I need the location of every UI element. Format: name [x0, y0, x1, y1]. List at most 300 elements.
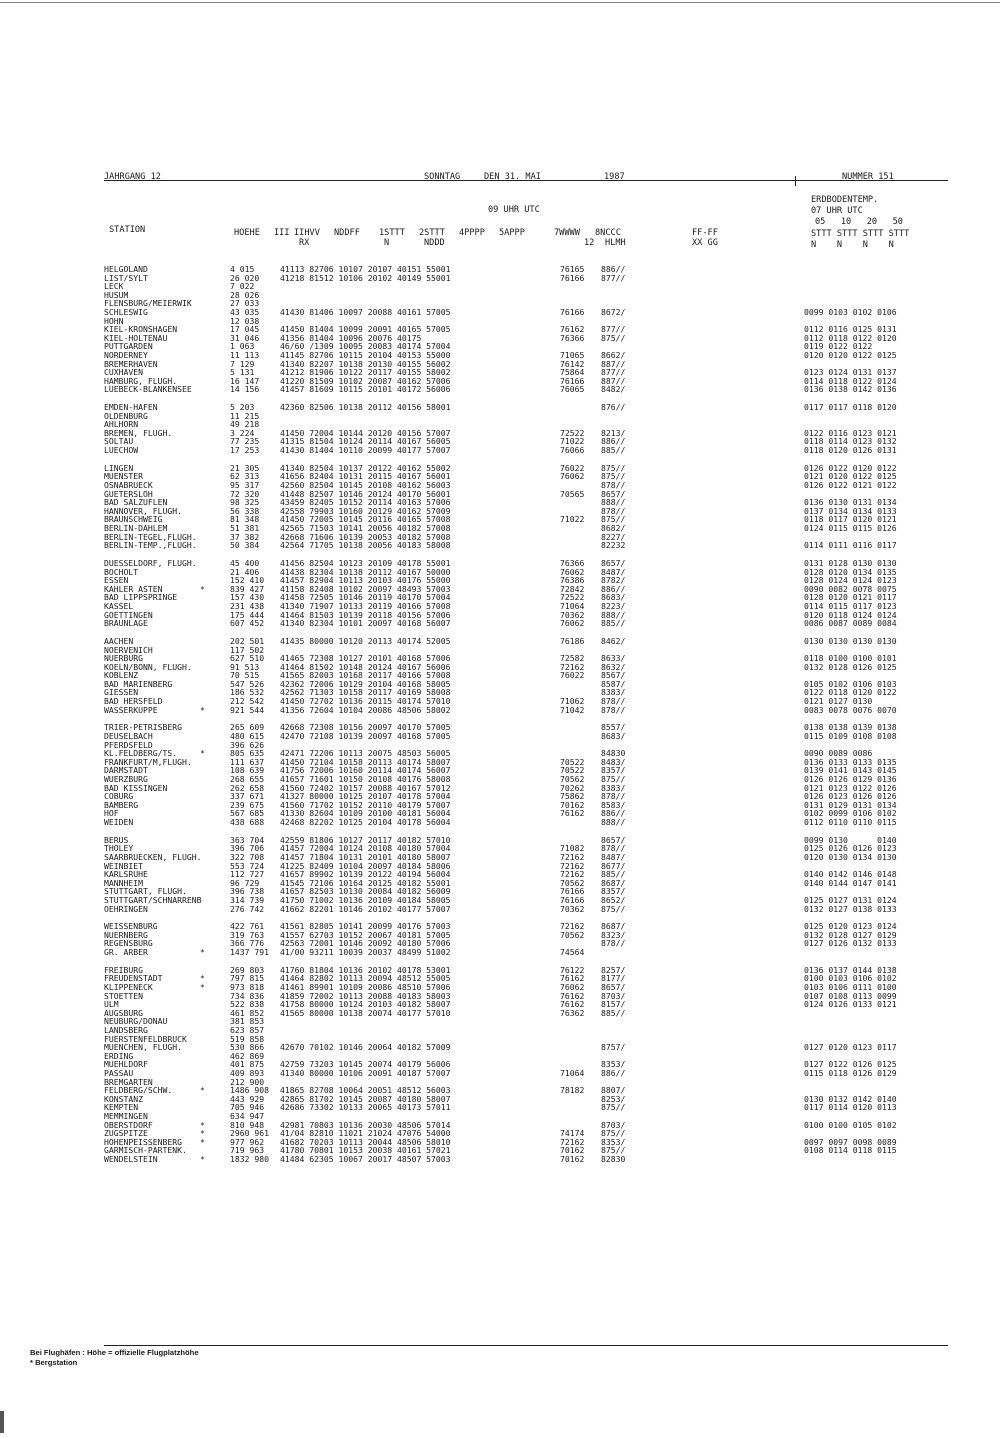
station-name: LANDSBERG: [104, 1025, 148, 1035]
hoehe-kennung: 547 526: [230, 678, 265, 689]
wetter-gruppe: 71082: [560, 843, 585, 854]
wetter-gruppe: 76165: [560, 264, 585, 274]
wetter-gruppe: 70162: [560, 1145, 585, 1156]
jahr: 1987: [604, 172, 625, 182]
table-bottom-rule: [104, 1345, 948, 1346]
hoehe-kennung: 98 325: [230, 497, 260, 508]
station-name: BERUS: [104, 834, 129, 845]
wolken-gruppe: 8383/: [601, 687, 626, 698]
synop-groups: 41464 82802 10113 20094 48512 55005: [280, 973, 451, 984]
synop-groups: 41315 81504 10124 20114 40167 56005: [280, 436, 451, 447]
wetter-gruppe: 76022: [560, 670, 585, 681]
erdboden-werte: 0122 0116 0123 0121: [804, 427, 897, 438]
station-name: BERLIN-TEMP.,FLUGH.: [104, 540, 197, 551]
erdboden-werte: 0132 0128 0126 0125: [804, 661, 897, 672]
station-name: OEHRINGEN: [104, 903, 148, 914]
hoehe-kennung: 26 020: [230, 272, 260, 283]
station-name: KAHLER ASTEN: [104, 583, 163, 594]
bergstation-mark: *: [200, 704, 205, 715]
synop-groups: 41662 82201 10146 20102 40177 57007: [280, 903, 451, 914]
hoehe-kennung: 5 131: [230, 367, 255, 378]
col-stt: STTT STTT STTT STTT: [811, 229, 910, 239]
wetter-gruppe: 71062: [560, 696, 585, 707]
hoehe-kennung: 95 317: [230, 480, 260, 491]
erdboden-werte: 0108 0114 0118 0115: [804, 1145, 897, 1156]
erdboden-werte: 0102 0099 0106 0102: [804, 808, 897, 819]
wolken-gruppe: 887//: [601, 375, 626, 386]
hoehe-kennung: 28 026: [230, 289, 260, 300]
wetter-gruppe: 72582: [560, 653, 585, 664]
station-name: LIST/SYLT: [104, 272, 148, 283]
synop-groups: 41760 81804 10136 20102 40178 53001: [280, 964, 451, 975]
hoehe-kennung: 314 739: [230, 894, 265, 905]
wetter-gruppe: 72522: [560, 592, 585, 603]
erdboden-werte: 0090 0082 0078 0075: [804, 583, 897, 594]
col-12: 12: [584, 238, 595, 248]
wetter-gruppe: 75862: [560, 791, 585, 802]
synop-groups: 42362 72006 10129 20104 40168 58005: [280, 678, 451, 689]
erdboden-werte: 0126 0126 0129 0136: [804, 774, 897, 784]
wolken-gruppe: 8357/: [601, 765, 626, 776]
synop-groups: 41750 71002 10136 20109 40184 58005: [280, 894, 451, 905]
erdboden-werte: 0125 0126 0126 0123: [804, 843, 897, 854]
hoehe-kennung: 396 626: [230, 739, 265, 750]
station-name: MANNHEIM: [104, 877, 143, 888]
erdboden-werte: 0136 0138 0142 0136: [804, 384, 897, 395]
wetter-gruppe: 76062: [560, 566, 585, 577]
synop-groups: 42471 72206 10113 20075 48503 56005: [280, 748, 451, 759]
synop-groups: 41450 72005 10145 20116 40165 57008: [280, 514, 451, 525]
hoehe-kennung: 567 685: [230, 808, 265, 819]
wetter-gruppe: 76166: [560, 886, 585, 897]
erdboden-werte: 0099 0103 0102 0106: [804, 306, 897, 317]
station-name: EMDEN-HAFEN: [104, 402, 158, 413]
station-name: BAD KISSINGEN: [104, 782, 168, 793]
hoehe-kennung: 117 502: [230, 644, 265, 655]
synop-groups: 42670 70102 10146 20064 40182 57009: [280, 1042, 451, 1053]
synop-groups: 41340 71907 10133 20119 40166 57008: [280, 600, 451, 611]
station-name: ESSEN: [104, 575, 129, 586]
hoehe-kennung: 11 113: [230, 349, 260, 360]
hoehe-kennung: 627 510: [230, 653, 265, 664]
wolken-gruppe: 875//: [601, 1128, 626, 1139]
synop-groups: 42468 82202 10125 20104 40178 56004: [280, 816, 451, 827]
wolken-gruppe: 8683/: [601, 592, 626, 603]
wetter-gruppe: 71065: [560, 349, 585, 360]
station-name: CUXHAVEN: [104, 367, 143, 378]
station-name: BAD SALZUFLEN: [104, 497, 168, 508]
station-name: ERDING: [104, 1050, 134, 1061]
wolken-gruppe: 878//: [601, 938, 626, 949]
erdboden-werte: 0128 0120 0121 0117: [804, 592, 897, 603]
station-name: GIESSEN: [104, 687, 139, 698]
hoehe-kennung: 319 763: [230, 929, 265, 940]
col-8nccc: 8NCCC: [595, 228, 621, 238]
erdboden-werte: 0130 0130 0130 0130: [804, 635, 897, 646]
synop-groups: 42560 82504 10145 20108 40162 56003: [280, 480, 451, 491]
hoehe-kennung: 27 033: [230, 298, 260, 309]
nummer-box-left: [795, 176, 796, 186]
hoehe-kennung: 396 706: [230, 843, 265, 854]
bergstation-mark: *: [200, 1128, 205, 1139]
wolken-gruppe: 877//: [601, 367, 626, 378]
wolken-gruppe: 8487/: [601, 566, 626, 577]
synop-groups: 41461 89901 10109 20086 48510 57006: [280, 982, 451, 993]
synop-groups: 41865 82708 10064 20051 48512 56003: [280, 1085, 451, 1096]
wetter-gruppe: 76162: [560, 973, 585, 984]
col-xxgg: XX GG: [692, 238, 718, 248]
hoehe-kennung: 4 015: [230, 264, 255, 274]
hoehe-kennung: 973 818: [230, 982, 265, 993]
hoehe-kennung: 70 515: [230, 670, 260, 681]
synop-groups: 41356 81404 10096 20076 40175: [280, 332, 422, 343]
station-name: SOLTAU: [104, 436, 134, 447]
wetter-gruppe: 70162: [560, 1153, 585, 1164]
wolken-gruppe: 877//: [601, 324, 626, 335]
hoehe-kennung: 111 637: [230, 756, 265, 767]
station-name: MEMMINGEN: [104, 1110, 148, 1121]
station-name: NOERVENICH: [104, 644, 153, 655]
bergstation-mark: *: [200, 1085, 205, 1096]
synop-groups: 41450 72004 10144 20120 40156 57007: [280, 427, 451, 438]
erdboden-werte: 0126 0122 0120 0122: [804, 462, 897, 473]
wetter-gruppe: 70362: [560, 903, 585, 914]
station-name: KOBLENZ: [104, 670, 139, 681]
station-name: GOETTINGEN: [104, 609, 153, 620]
hoehe-kennung: 77 235: [230, 436, 260, 447]
station-name: WENDELSTEIN: [104, 1153, 158, 1164]
synop-groups: 41/04 82810 11021 21024 47076 54000: [280, 1128, 451, 1139]
synop-groups: 41340 82304 10101 20097 40168 56007: [280, 618, 451, 629]
wolken-gruppe: 878//: [601, 843, 626, 854]
synop-groups: 42563 72001 10146 20092 40180 57006: [280, 938, 451, 949]
synop-groups: 42668 71606 10139 20053 40182 57008: [280, 531, 451, 542]
erdboden-werte: 0107 0108 0113 0099: [804, 990, 897, 1001]
synop-groups: 41220 81509 10102 20087 40162 57006: [280, 375, 451, 386]
station-group: [104, 723, 944, 826]
wolken-gruppe: 8662/: [601, 349, 626, 360]
jahrgang: JAHRGANG 12: [104, 172, 161, 182]
synop-groups: 41756 72006 10160 20114 40174 56007: [280, 765, 451, 776]
station-name: GR. ARBER: [104, 947, 148, 958]
hoehe-kennung: 50 384: [230, 540, 260, 551]
hoehe-kennung: 112 727: [230, 869, 265, 880]
synop-groups: 41484 62305 10067 20017 48507 57003: [280, 1153, 451, 1164]
station-name: FRANKFURT/M,FLUGH.: [104, 756, 192, 767]
synop-groups: 41557 62703 10152 20067 40181 57005: [280, 929, 451, 940]
hoehe-kennung: 43 035: [230, 306, 260, 317]
hoehe-kennung: 839 427: [230, 583, 265, 594]
erdboden-werte: 0124 0126 0133 0121: [804, 999, 897, 1010]
station-name: KIEL-KRONSHAGEN: [104, 324, 178, 335]
station-name: KARLSRUHE: [104, 869, 148, 880]
wolken-gruppe: 8682/: [601, 523, 626, 533]
wetter-gruppe: 71022: [560, 436, 585, 447]
synop-groups: 43459 82405 10152 20114 40163 57006: [280, 497, 451, 508]
hoehe-kennung: 49 218: [230, 419, 260, 430]
wolken-gruppe: 875//: [601, 471, 626, 482]
synop-groups: 41158 82408 10102 20097 48493 57003: [280, 583, 451, 594]
erdboden-werte: 0114 0118 0122 0124: [804, 375, 897, 386]
station-group: [104, 559, 944, 628]
wolken-gruppe: 8353/: [601, 1136, 626, 1147]
wochentag: SONNTAG: [424, 172, 461, 182]
hoehe-kennung: 12 038: [230, 315, 260, 326]
hoehe-kennung: 719 963: [230, 1145, 265, 1156]
synop-groups: 42559 81806 10127 20117 40182 57010: [280, 834, 451, 845]
station-name: FREIBURG: [104, 964, 143, 975]
station-name: KL.FELDBERG/TS.: [104, 748, 178, 759]
erdboden-werte: 0127 0122 0126 0125: [804, 1059, 897, 1070]
wetter-gruppe: 70565: [560, 488, 585, 499]
hoehe-kennung: 623 857: [230, 1025, 265, 1035]
wetter-gruppe: 76065: [560, 384, 585, 395]
synop-groups: 41465 72308 10127 20101 40168 57006: [280, 653, 451, 664]
synop-groups: 42470 72108 10139 20097 40168 57005: [280, 731, 451, 742]
synop-groups: 41435 80000 10120 20113 40174 52005: [280, 635, 451, 646]
wolken-gruppe: 886//: [601, 1067, 626, 1078]
erdboden-werte: 0117 0114 0120 0113: [804, 1102, 897, 1113]
wetter-gruppe: 76166: [560, 375, 585, 386]
station-group: [104, 464, 944, 550]
wetter-gruppe: 76122: [560, 964, 585, 975]
table-row: [104, 706, 944, 715]
station-name: LUECHOW: [104, 445, 139, 456]
scan-edge-mark: [0, 1411, 4, 1433]
hoehe-kennung: 337 671: [230, 791, 265, 802]
station-name: WEINBIET: [104, 860, 143, 871]
erdboden-werte: 0132 0128 0127 0129: [804, 929, 897, 940]
synop-groups: 41682 70203 10113 20044 48506 58010: [280, 1136, 451, 1147]
wolken-gruppe: 8807/: [601, 1085, 626, 1096]
wolken-gruppe: 885//: [601, 869, 626, 880]
wetter-gruppe: 72162: [560, 860, 585, 871]
wetter-gruppe: 72162: [560, 661, 585, 672]
station-name: KEMPTEN: [104, 1102, 139, 1113]
synop-groups: 41340 80000 10106 20091 40187 57007: [280, 1067, 451, 1078]
wolken-gruppe: 8383/: [601, 782, 626, 793]
wolken-gruppe: 82830: [601, 1153, 626, 1164]
station-name: LUEBECK-BLANKENSEE: [104, 384, 192, 395]
erdboden-werte: 0137 0134 0134 0133: [804, 505, 897, 516]
erdboden-werte: 0097 0097 0098 0089: [804, 1136, 897, 1147]
synop-groups: 42360 82506 10138 20112 40156 58001: [280, 402, 451, 413]
erdboden-werte: 0100 0100 0105 0102: [804, 1119, 897, 1130]
synop-groups: 41456 82504 10123 20109 40178 55001: [280, 557, 451, 568]
wolken-gruppe: 888//: [601, 816, 626, 827]
table-row: [104, 948, 944, 957]
synop-groups: 41113 82706 10107 20107 40151 55001: [280, 264, 451, 274]
hoehe-kennung: 51 381: [230, 523, 260, 533]
wolken-gruppe: 8223/: [601, 600, 626, 611]
station-name: PFERDSFELD: [104, 739, 153, 750]
hoehe-kennung: 921 544: [230, 704, 265, 715]
station-name: LECK: [104, 281, 124, 292]
wetter-gruppe: 74564: [560, 947, 585, 958]
station-name: KONSTANZ: [104, 1093, 143, 1104]
hoehe-kennung: 175 444: [230, 609, 265, 620]
synop-groups: 42565 71503 10141 20056 40182 57008: [280, 523, 451, 533]
synop-groups: 42686 73302 10133 20065 40173 57011: [280, 1102, 451, 1113]
hoehe-kennung: 17 253: [230, 445, 260, 456]
station-name: TRIER-PETRISBERG: [104, 722, 182, 733]
station-name: KASSEL: [104, 600, 134, 611]
wetter-gruppe: 71042: [560, 704, 585, 715]
station-name: HOHENPEISSENBERG: [104, 1136, 182, 1147]
hoehe-kennung: 7 129: [230, 358, 255, 369]
wolken-gruppe: 8657/: [601, 834, 626, 845]
synop-groups: 41448 82507 10146 20124 40170 56001: [280, 488, 451, 499]
station-name: NUERBURG: [104, 653, 143, 664]
wolken-gruppe: 886//: [601, 436, 626, 447]
wolken-gruppe: 8587/: [601, 678, 626, 689]
wetter-gruppe: 72162: [560, 851, 585, 862]
hoehe-kennung: 11 215: [230, 410, 260, 421]
table-row: [104, 905, 944, 914]
hoehe-kennung: 810 948: [230, 1119, 265, 1130]
wetter-gruppe: 76186: [560, 635, 585, 646]
wolken-gruppe: 8677/: [601, 860, 626, 871]
wolken-gruppe: 875//: [601, 1145, 626, 1156]
hoehe-kennung: 45 400: [230, 557, 260, 568]
station-name: MUENCHEN, FLUGH.: [104, 1042, 182, 1053]
station-group: [104, 403, 944, 455]
col-hlmh: HLMH: [605, 238, 626, 248]
wetter-gruppe: 70522: [560, 756, 585, 767]
hoehe-kennung: 443 929: [230, 1093, 265, 1104]
erdboden-werte: 0086 0087 0089 0084: [804, 618, 897, 629]
synop-groups: 42759 73203 10145 20074 40179 56006: [280, 1059, 451, 1070]
erdboden-werte: 0115 0118 0126 0129: [804, 1067, 897, 1078]
erdboden-werte: 0117 0117 0118 0120: [804, 402, 897, 413]
station-name: BERLIN-DAHLEM: [104, 523, 168, 533]
station-name: THOLEY: [104, 843, 134, 854]
synop-groups: 41327 80000 10125 20107 40178 57004: [280, 791, 451, 802]
synop-groups: 41657 82503 10130 20084 40182 56009: [280, 886, 451, 897]
hoehe-kennung: 37 382: [230, 531, 260, 542]
wetter-gruppe: 76162: [560, 324, 585, 335]
hoehe-kennung: 705 946: [230, 1102, 265, 1113]
hoehe-kennung: 212 900: [230, 1076, 265, 1087]
hoehe-kennung: 409 893: [230, 1067, 265, 1078]
synop-groups: 41545 72106 10164 20125 40182 55001: [280, 877, 451, 888]
hoehe-kennung: 461 852: [230, 1007, 265, 1018]
station-name: REGENSBURG: [104, 938, 153, 949]
wolken-gruppe: 8657/: [601, 557, 626, 568]
hoehe-kennung: 72 320: [230, 488, 260, 499]
hoehe-kennung: 239 675: [230, 799, 265, 810]
bergstation-mark: *: [200, 1136, 205, 1147]
wetter-gruppe: 76386: [560, 575, 585, 586]
station-name: FLENSBURG/MEIERWIK: [104, 298, 192, 309]
wolken-gruppe: 8633/: [601, 653, 626, 664]
erdboden-werte: 0112 0116 0125 0131: [804, 324, 897, 335]
erdboden-werte: 0099 0130 0140: [804, 834, 897, 845]
wolken-gruppe: 885//: [601, 1007, 626, 1018]
table-row: [104, 385, 944, 394]
wolken-gruppe: 8253/: [601, 1093, 626, 1104]
station-name: NEUBURG/DONAU: [104, 1016, 168, 1027]
wetter-gruppe: 70522: [560, 765, 585, 776]
erdboden-time: 07 UHR UTC: [811, 206, 863, 216]
wetter-gruppe: 71064: [560, 1067, 585, 1078]
station-name: LINGEN: [104, 462, 134, 473]
station-name: HAMBURG, FLUGH.: [104, 375, 178, 386]
station-name: GUETERSLOH: [104, 488, 153, 499]
synop-groups: 41340 82207 10138 20130 40155 56002: [280, 358, 451, 369]
table-row: [104, 818, 944, 827]
station-name: KOELN/BONN, FLUGH.: [104, 661, 192, 672]
bergstation-mark: *: [200, 1119, 205, 1130]
wolken-gruppe: 8557/: [601, 722, 626, 733]
synop-groups: 41565 82003 10168 20117 40166 57008: [280, 670, 451, 681]
hoehe-kennung: 1437 791: [230, 947, 269, 958]
wolken-gruppe: 876//: [601, 402, 626, 413]
erdboden-werte: 0118 0117 0120 0121: [804, 514, 897, 525]
wetter-gruppe: 72162: [560, 1136, 585, 1147]
hoehe-kennung: 396 738: [230, 886, 265, 897]
wetter-gruppe: 76142: [560, 358, 585, 369]
synop-groups: 41430 81404 10110 20099 40177 57007: [280, 445, 451, 456]
synop-groups: 46/60 /1309 10095 20083 40174 57004: [280, 341, 451, 352]
col-1sttt: 1STTT: [379, 228, 405, 238]
erdboden-werte: 0090 0089 0086: [804, 748, 873, 759]
wolken-gruppe: 8657/: [601, 982, 626, 993]
hoehe-kennung: 519 858: [230, 1033, 265, 1044]
uhrzeit-label: 09 UHR UTC: [488, 205, 540, 215]
synop-groups: 41657 71601 10150 20108 40176 58008: [280, 774, 451, 784]
table-row: [104, 619, 944, 628]
station-name: SAARBRUECKEN, FLUGH.: [104, 851, 202, 862]
hoehe-kennung: 805 635: [230, 748, 265, 759]
wetter-gruppe: 74174: [560, 1128, 585, 1139]
synop-groups: 41212 81906 10122 20117 40155 58002: [280, 367, 451, 378]
wolken-gruppe: 875//: [601, 903, 626, 914]
col-hoehe: HOEHE: [234, 228, 260, 238]
hoehe-kennung: 553 724: [230, 860, 265, 871]
hoehe-kennung: 231 438: [230, 600, 265, 611]
wolken-gruppe: 875//: [601, 332, 626, 343]
erdboden-werte: 0114 0111 0116 0117: [804, 540, 897, 551]
synop-groups: 41450 72702 10136 20115 40174 57010: [280, 696, 451, 707]
wetter-gruppe: 76166: [560, 894, 585, 905]
table-row: [104, 541, 944, 550]
station-name: OLDENBURG: [104, 410, 148, 421]
erdboden-werte: 0136 0133 0133 0135: [804, 756, 897, 767]
wolken-gruppe: 8357/: [601, 886, 626, 897]
wetter-gruppe: 76166: [560, 272, 585, 283]
table-row: [104, 446, 944, 455]
station-name: PUTTGARDEN: [104, 341, 153, 352]
station-group: [104, 836, 944, 913]
bergstation-mark: *: [200, 583, 205, 594]
erdboden-werte: 0114 0115 0117 0123: [804, 600, 897, 611]
wetter-gruppe: 76366: [560, 557, 585, 568]
hoehe-kennung: 7 022: [230, 281, 255, 292]
station-name: HANNOVER, FLUGH.: [104, 505, 182, 516]
wetter-gruppe: 76162: [560, 990, 585, 1001]
hoehe-kennung: 366 776: [230, 938, 265, 949]
wolken-gruppe: 8567/: [601, 670, 626, 681]
synop-groups: 41457 71804 10131 20101 40180 58007: [280, 851, 451, 862]
wolken-gruppe: 8652/: [601, 894, 626, 905]
wetter-gruppe: 70362: [560, 609, 585, 620]
wetter-gruppe: 70262: [560, 782, 585, 793]
erdboden-werte: 0121 0123 0122 0126: [804, 782, 897, 793]
hoehe-kennung: 797 815: [230, 973, 265, 984]
station-name: BOCHOLT: [104, 566, 139, 577]
hoehe-kennung: 1832 980: [230, 1153, 269, 1164]
